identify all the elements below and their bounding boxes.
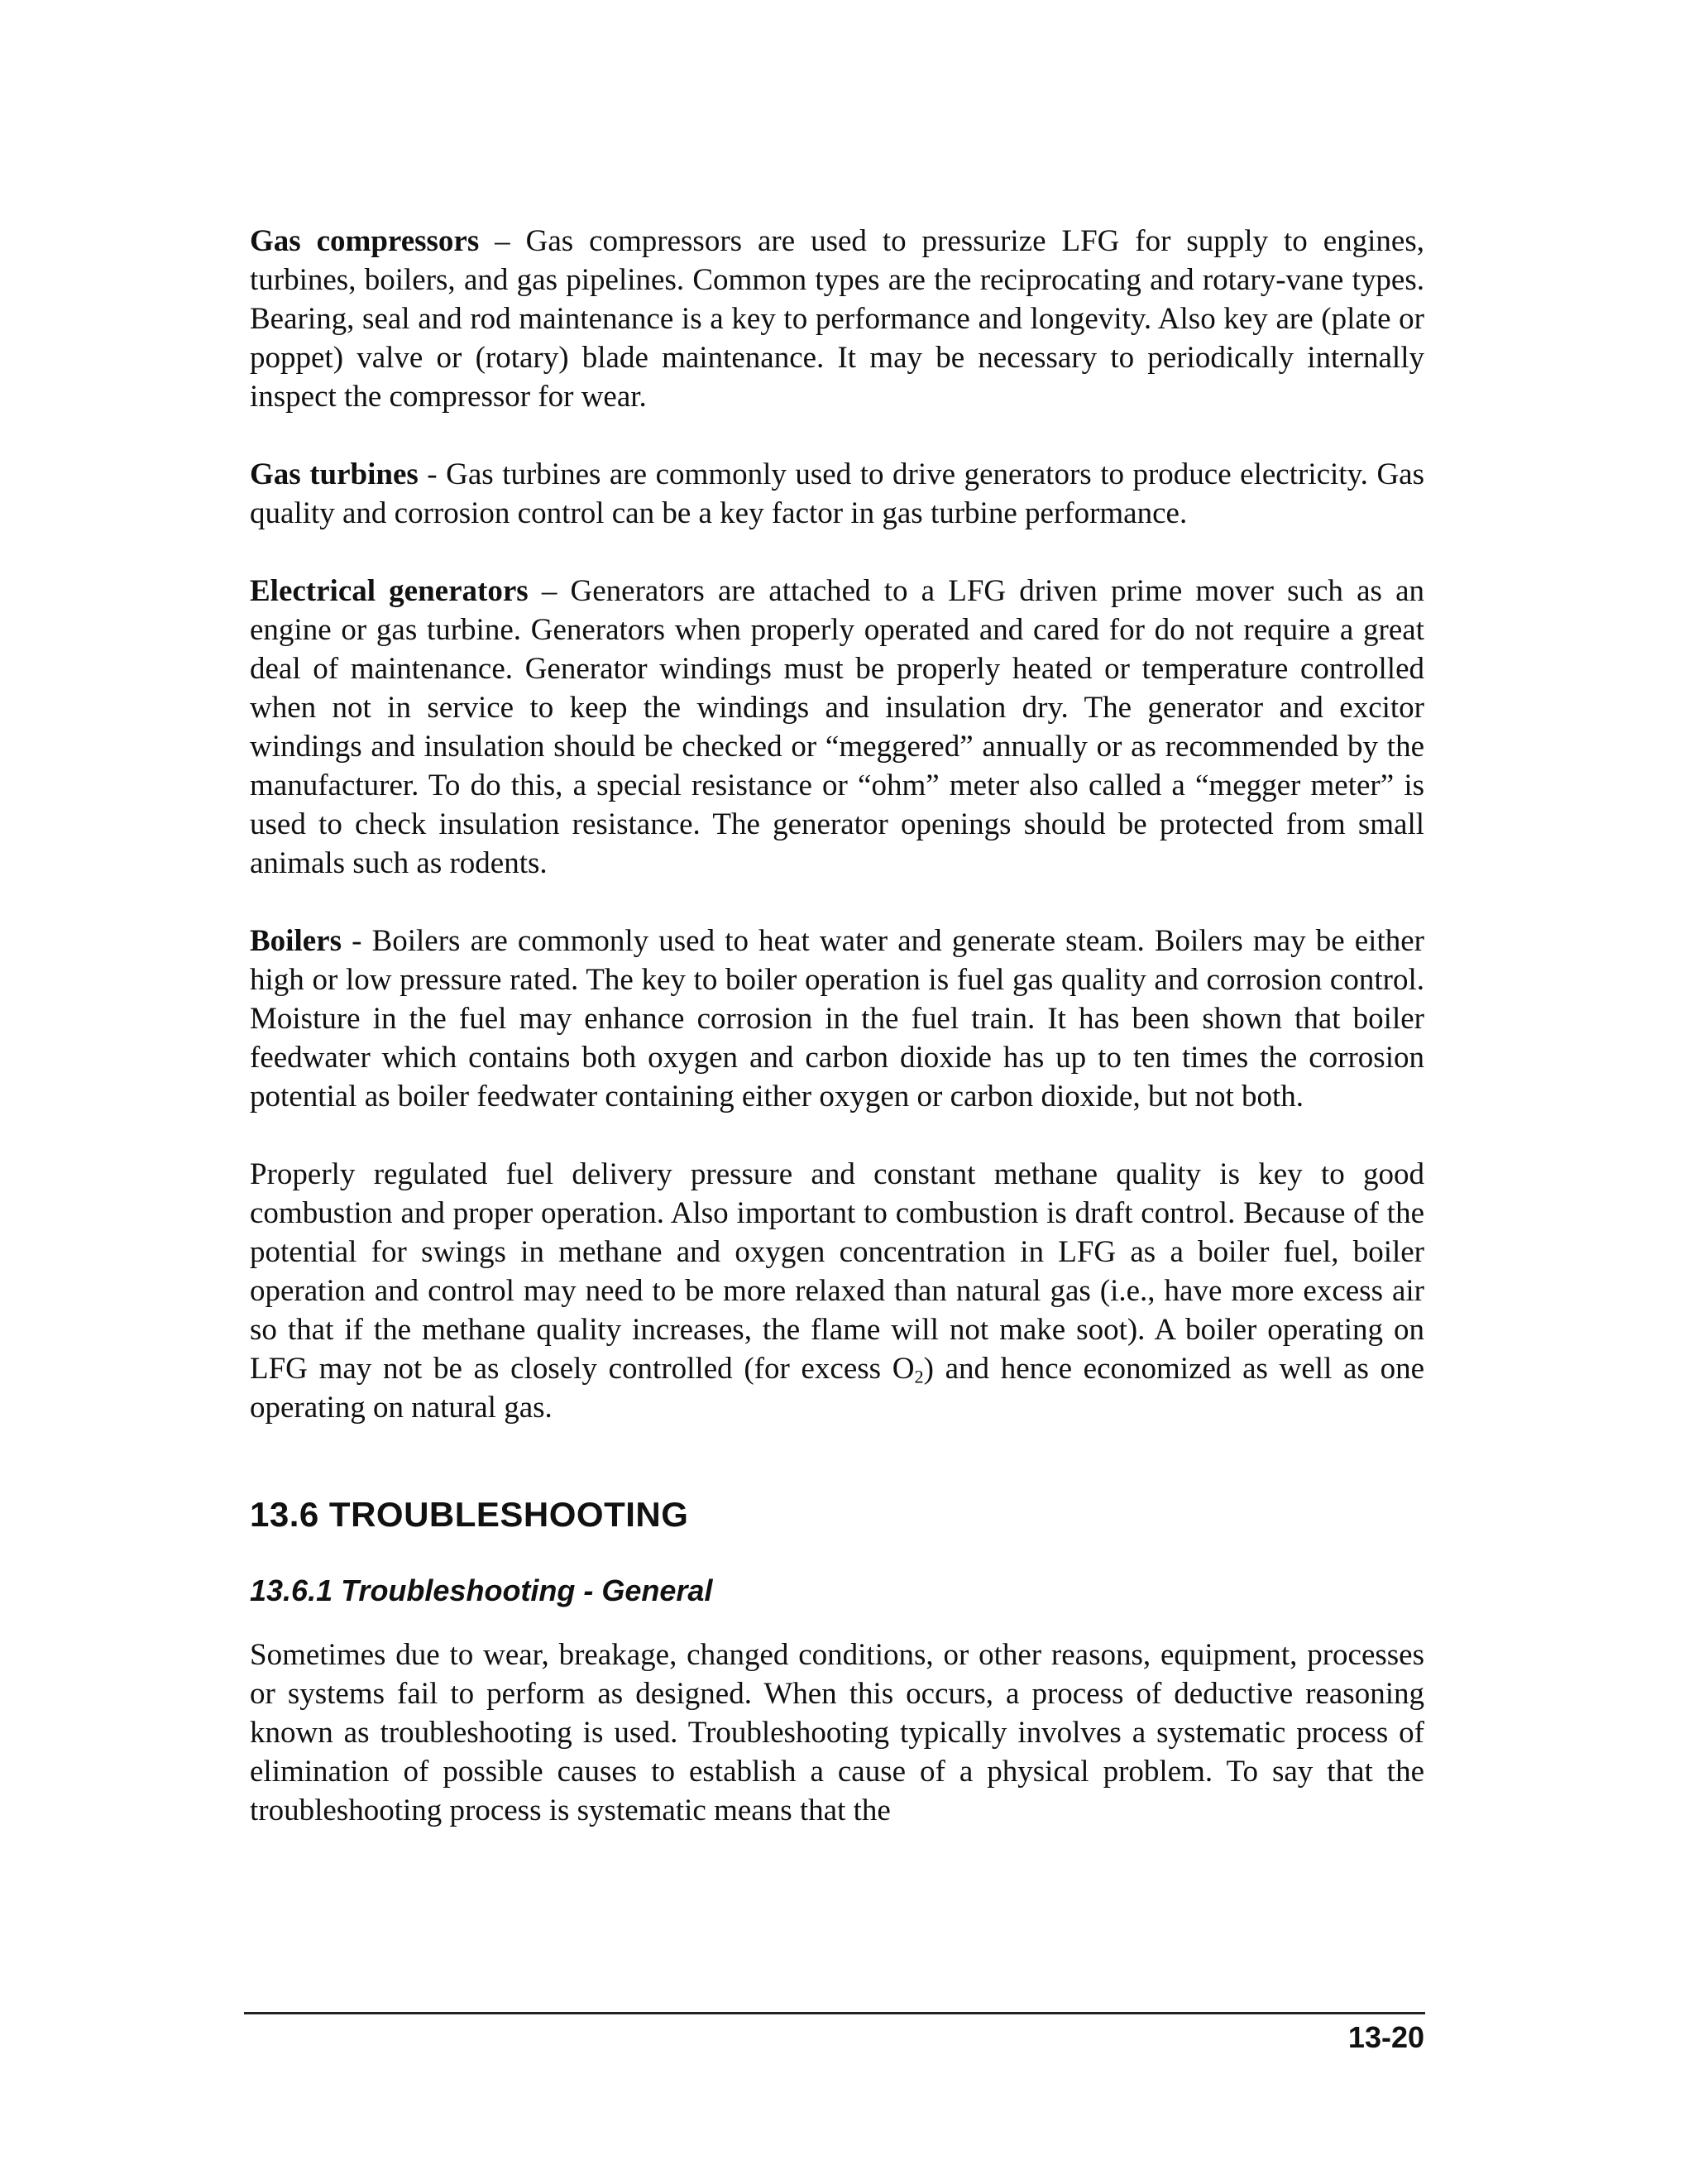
paragraph-boilers <box>250 922 1424 1116</box>
subscript-o2: 2 <box>914 1366 924 1387</box>
paragraph-electrical-generators <box>250 572 1424 883</box>
text-boilers: - Boilers are commonly used to heat water and generate steam. Boilers may be either high or low pressure rated. The key to boiler operation is fuel gas quality and corrosion control. Moisture in the fuel may enhance corrosion in the fuel train. It has been shown that boiler feedwater which contains both oxygen and carbon dioxide has up to ten times the corrosion potential as boiler feedwater containing either oxygen or carbon dioxide, but not both. <box>250 924 1424 1114</box>
text-fuel-delivery-before: Properly regulated fuel delivery pressure and constant methane quality is key to good combustion and proper operation. Also important to combustion is draft control. Because of the potential for swings in methane and oxygen concentration in LFG as a boiler fuel, boiler operation and control may need to be more relaxed than natural gas (i.e., have more excess air so that if the methane quality increases, the flame will not make soot). A boiler operating on LFG may not be as closely controlled (for excess O <box>250 1157 1424 1386</box>
paragraph-gas-turbines <box>250 455 1424 533</box>
page-number: 13-20 <box>1347 2020 1424 2054</box>
section-heading: 13.6 TROUBLESHOOTING <box>250 1495 689 1534</box>
text-gas-turbines: - Gas turbines are commonly used to drive generators to produce electricity. Gas quality and corrosion control can be a key factor in gas turbine performance. <box>250 457 1424 530</box>
footer-rule <box>244 2012 1425 2014</box>
term-gas-compressors: Gas compressors <box>250 224 480 258</box>
document-body <box>250 222 1424 1830</box>
term-boilers: Boilers <box>250 924 342 958</box>
term-gas-turbines: Gas turbines <box>250 457 419 491</box>
paragraph-gas-compressors <box>250 222 1424 416</box>
text-fuel-delivery-after: ) and hence economized as well as one operating on natural gas. <box>250 1352 1424 1425</box>
text-gas-compressors: – Gas compressors are used to pressurize LFG for supply to engines, turbines, boilers, and gas pipelines. Common types are the reciprocating and rotary-vane types. Bearing, seal and rod maintenance is a key to performance and longevity. Also key are (plate or poppet) valve or (rotary) blade maintenance. It may be necessary to periodically internally inspect the compressor for wear. <box>250 224 1424 414</box>
subsection-heading: 13.6.1 Troubleshooting - General <box>250 1573 713 1607</box>
paragraph-troubleshooting-general: Sometimes due to wear, breakage, changed conditions, or other reasons, equipment, processes or systems fail to perform as designed. When this occurs, a process of deductive reasoning known as troubleshooting is used. Troubleshooting typically involves a systematic process of elimination of possible causes to establish a cause of a physical problem. To say that the troubleshooting process is systematic means that the <box>250 1638 1424 1827</box>
term-electrical-generators: Electrical generators <box>250 574 529 608</box>
paragraph-fuel-delivery <box>250 1155 1424 1427</box>
text-electrical-generators: – Generators are attached to a LFG driven prime mover such as an engine or gas turbine. Generators when properly operated and cared for do not require a great deal of maintenance. Generator windings must be properly heated or temperature controlled when not in service to keep the windings and insulation dry. The generator and excitor windings and insulation should be checked or “meggered” annually or as recommended by the manufacturer. To do this, a special resistance or “ohm” meter also called a “megger meter” is used to check insulation resistance. The generator openings should be protected from small animals such as rodents. <box>250 574 1424 880</box>
